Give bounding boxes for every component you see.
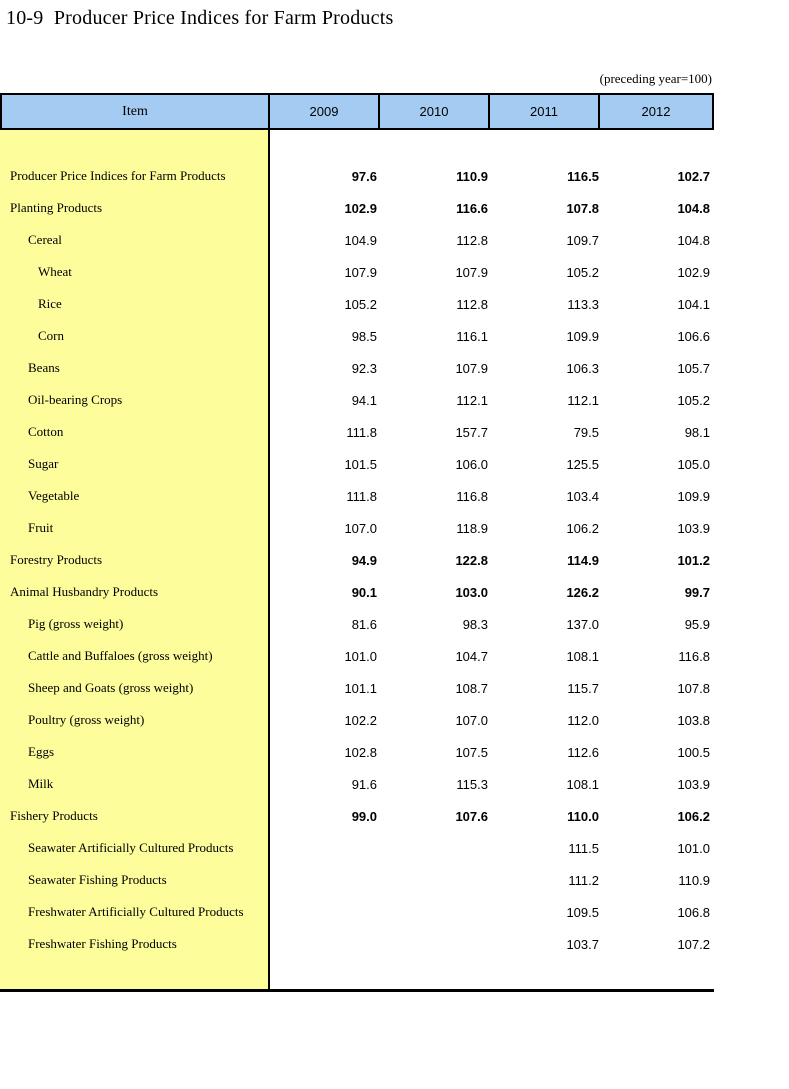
value-cell: 106.0 [455, 456, 488, 472]
value-cell: 106.3 [566, 360, 599, 376]
item-cell: Eggs [28, 744, 54, 759]
table-rows [0, 160, 714, 960]
value-cell: 109.9 [677, 488, 710, 504]
value-cell: 103.9 [677, 776, 710, 792]
table-row [0, 288, 714, 320]
value-cell: 104.8 [677, 200, 710, 216]
value-cell: 115.3 [456, 776, 488, 792]
value-cell: 107.6 [455, 808, 488, 824]
value-cell: 101.5 [344, 456, 377, 472]
value-cell: 103.0 [455, 584, 488, 600]
value-cell: 94.1 [351, 392, 377, 408]
value-cell: 103.9 [677, 520, 710, 536]
value-cell: 108.7 [455, 680, 488, 696]
value-cell: 106.2 [677, 808, 710, 824]
column-header-2012: 2012 [641, 104, 671, 119]
value-cell: 90.1 [351, 584, 377, 600]
value-cell: 102.2 [344, 712, 377, 728]
value-cell: 94.9 [351, 552, 377, 568]
value-cell: 118.9 [456, 520, 488, 536]
value-cell: 109.7 [566, 232, 599, 248]
item-cell: Milk [28, 776, 54, 791]
item-cell: Sugar [28, 456, 59, 471]
item-cell: Fruit [28, 520, 54, 535]
column-header-item: Item [2, 95, 270, 128]
page-title: 10-9 Producer Price Indices for Farm Products [6, 7, 394, 29]
table-row [0, 512, 714, 544]
item-cell: Oil-bearing Crops [28, 392, 123, 407]
value-cell: 110.9 [678, 872, 710, 888]
value-cell: 112.8 [456, 296, 488, 312]
table-row [0, 800, 714, 832]
value-cell: 112.1 [567, 392, 599, 408]
table-row [0, 704, 714, 736]
value-cell: 125.5 [566, 456, 599, 472]
value-cell: 102.9 [344, 200, 377, 216]
value-cell: 105.7 [677, 360, 710, 376]
table-row [0, 352, 714, 384]
value-cell: 106.8 [677, 904, 710, 920]
value-cell: 111.8 [346, 424, 377, 440]
table-row [0, 896, 714, 928]
value-cell: 112.8 [456, 232, 488, 248]
value-cell: 110.9 [456, 168, 488, 184]
table-row [0, 544, 714, 576]
table-row [0, 832, 714, 864]
value-cell: 79.5 [573, 424, 599, 440]
value-cell: 101.0 [677, 840, 710, 856]
table-header-row [0, 93, 714, 130]
table-row [0, 640, 714, 672]
table-row [0, 768, 714, 800]
column-header-2009: 2009 [270, 95, 380, 128]
value-cell: 157.7 [455, 424, 488, 440]
value-cell: 99.0 [351, 808, 377, 824]
value-cell: 107.9 [455, 264, 488, 280]
table-row [0, 480, 714, 512]
value-cell: 111.2 [568, 872, 599, 888]
value-cell: 100.5 [677, 744, 710, 760]
value-cell: 111.8 [346, 488, 377, 504]
item-cell: Seawater Fishing Products [28, 872, 167, 887]
value-cell: 112.6 [567, 744, 599, 760]
item-cell: Rice [38, 296, 62, 311]
value-cell: 91.6 [351, 776, 377, 792]
item-cell: Cattle and Buffaloes (gross weight) [28, 648, 213, 663]
value-cell: 92.3 [351, 360, 377, 376]
value-cell: 107.8 [677, 680, 710, 696]
item-cell: Sheep and Goats (gross weight) [28, 680, 194, 695]
item-cell: Producer Price Indices for Farm Products [10, 168, 226, 183]
value-cell: 105.0 [677, 456, 710, 472]
table-row [0, 384, 714, 416]
item-cell: Seawater Artificially Cultured Products [28, 840, 234, 855]
table-body [0, 130, 714, 992]
value-cell: 116.8 [456, 488, 488, 504]
value-cell: 107.0 [455, 712, 488, 728]
value-cell: 116.1 [456, 328, 488, 344]
value-cell: 102.9 [677, 264, 710, 280]
value-cell: 115.7 [567, 680, 599, 696]
value-cell: 104.8 [677, 232, 710, 248]
value-cell: 107.0 [344, 520, 377, 536]
value-cell: 105.2 [566, 264, 599, 280]
value-cell: 98.1 [684, 424, 710, 440]
item-cell: Cereal [28, 232, 62, 247]
value-cell: 102.7 [677, 168, 710, 184]
value-cell: 98.5 [351, 328, 377, 344]
value-cell: 103.8 [677, 712, 710, 728]
value-cell: 95.9 [684, 616, 710, 632]
value-cell: 122.8 [455, 552, 488, 568]
value-cell: 116.6 [456, 200, 488, 216]
value-cell: 101.2 [677, 552, 710, 568]
value-cell: 103.7 [566, 936, 599, 952]
value-cell: 99.7 [684, 584, 710, 600]
value-cell: 104.9 [344, 232, 377, 248]
table-row [0, 160, 714, 192]
value-cell: 107.9 [344, 264, 377, 280]
table-row [0, 864, 714, 896]
item-cell: Cotton [28, 424, 64, 439]
value-cell: 107.9 [455, 360, 488, 376]
table-row [0, 736, 714, 768]
table-row [0, 608, 714, 640]
data-table [0, 93, 714, 992]
item-cell: Planting Products [10, 200, 103, 215]
value-cell: 104.1 [677, 296, 710, 312]
value-cell: 98.3 [462, 616, 488, 632]
item-cell: Pig (gross weight) [28, 616, 124, 631]
value-cell: 111.5 [568, 840, 599, 856]
column-header-2010: 2010 [380, 95, 490, 128]
value-cell: 107.2 [677, 936, 710, 952]
value-cell: 109.5 [566, 904, 599, 920]
item-cell: Wheat [38, 264, 72, 279]
value-cell: 101.0 [344, 648, 377, 664]
table-row [0, 224, 714, 256]
value-cell: 108.1 [566, 776, 599, 792]
table-row [0, 448, 714, 480]
item-cell: Freshwater Fishing Products [28, 936, 177, 951]
value-cell: 112.1 [456, 392, 488, 408]
value-cell: 113.3 [567, 296, 599, 312]
value-cell: 112.0 [567, 712, 599, 728]
table-row [0, 928, 714, 960]
item-cell: Poultry (gross weight) [28, 712, 145, 727]
table-row [0, 672, 714, 704]
item-cell: Corn [38, 328, 64, 343]
value-cell: 109.9 [566, 328, 599, 344]
value-cell: 110.0 [567, 808, 599, 824]
column-header-2011: 2011 [490, 95, 600, 128]
unit-note: (preceding year=100) [599, 71, 712, 86]
value-cell: 116.8 [678, 648, 710, 664]
table-row [0, 416, 714, 448]
value-cell: 107.5 [455, 744, 488, 760]
table-row [0, 192, 714, 224]
value-cell: 106.6 [677, 328, 710, 344]
value-cell: 106.2 [566, 520, 599, 536]
value-cell: 104.7 [455, 648, 488, 664]
table-row [0, 320, 714, 352]
value-cell: 81.6 [351, 616, 377, 632]
item-cell: Fishery Products [10, 808, 98, 823]
value-cell: 108.1 [566, 648, 599, 664]
item-cell: Animal Husbandry Products [10, 584, 159, 599]
table-row [0, 576, 714, 608]
value-cell: 102.8 [344, 744, 377, 760]
item-cell: Forestry Products [10, 552, 103, 567]
value-cell: 137.0 [566, 616, 599, 632]
value-cell: 97.6 [351, 168, 377, 184]
value-cell: 116.5 [567, 168, 599, 184]
item-cell: Beans [28, 360, 60, 375]
item-cell: Freshwater Artificially Cultured Products [28, 904, 244, 919]
value-cell: 101.1 [344, 680, 377, 696]
value-cell: 103.4 [566, 488, 599, 504]
value-cell: 105.2 [677, 392, 710, 408]
item-cell: Vegetable [28, 488, 80, 503]
value-cell: 114.9 [567, 552, 599, 568]
value-cell: 105.2 [344, 296, 377, 312]
value-cell: 107.8 [566, 200, 599, 216]
value-cell: 126.2 [566, 584, 599, 600]
table-row [0, 256, 714, 288]
